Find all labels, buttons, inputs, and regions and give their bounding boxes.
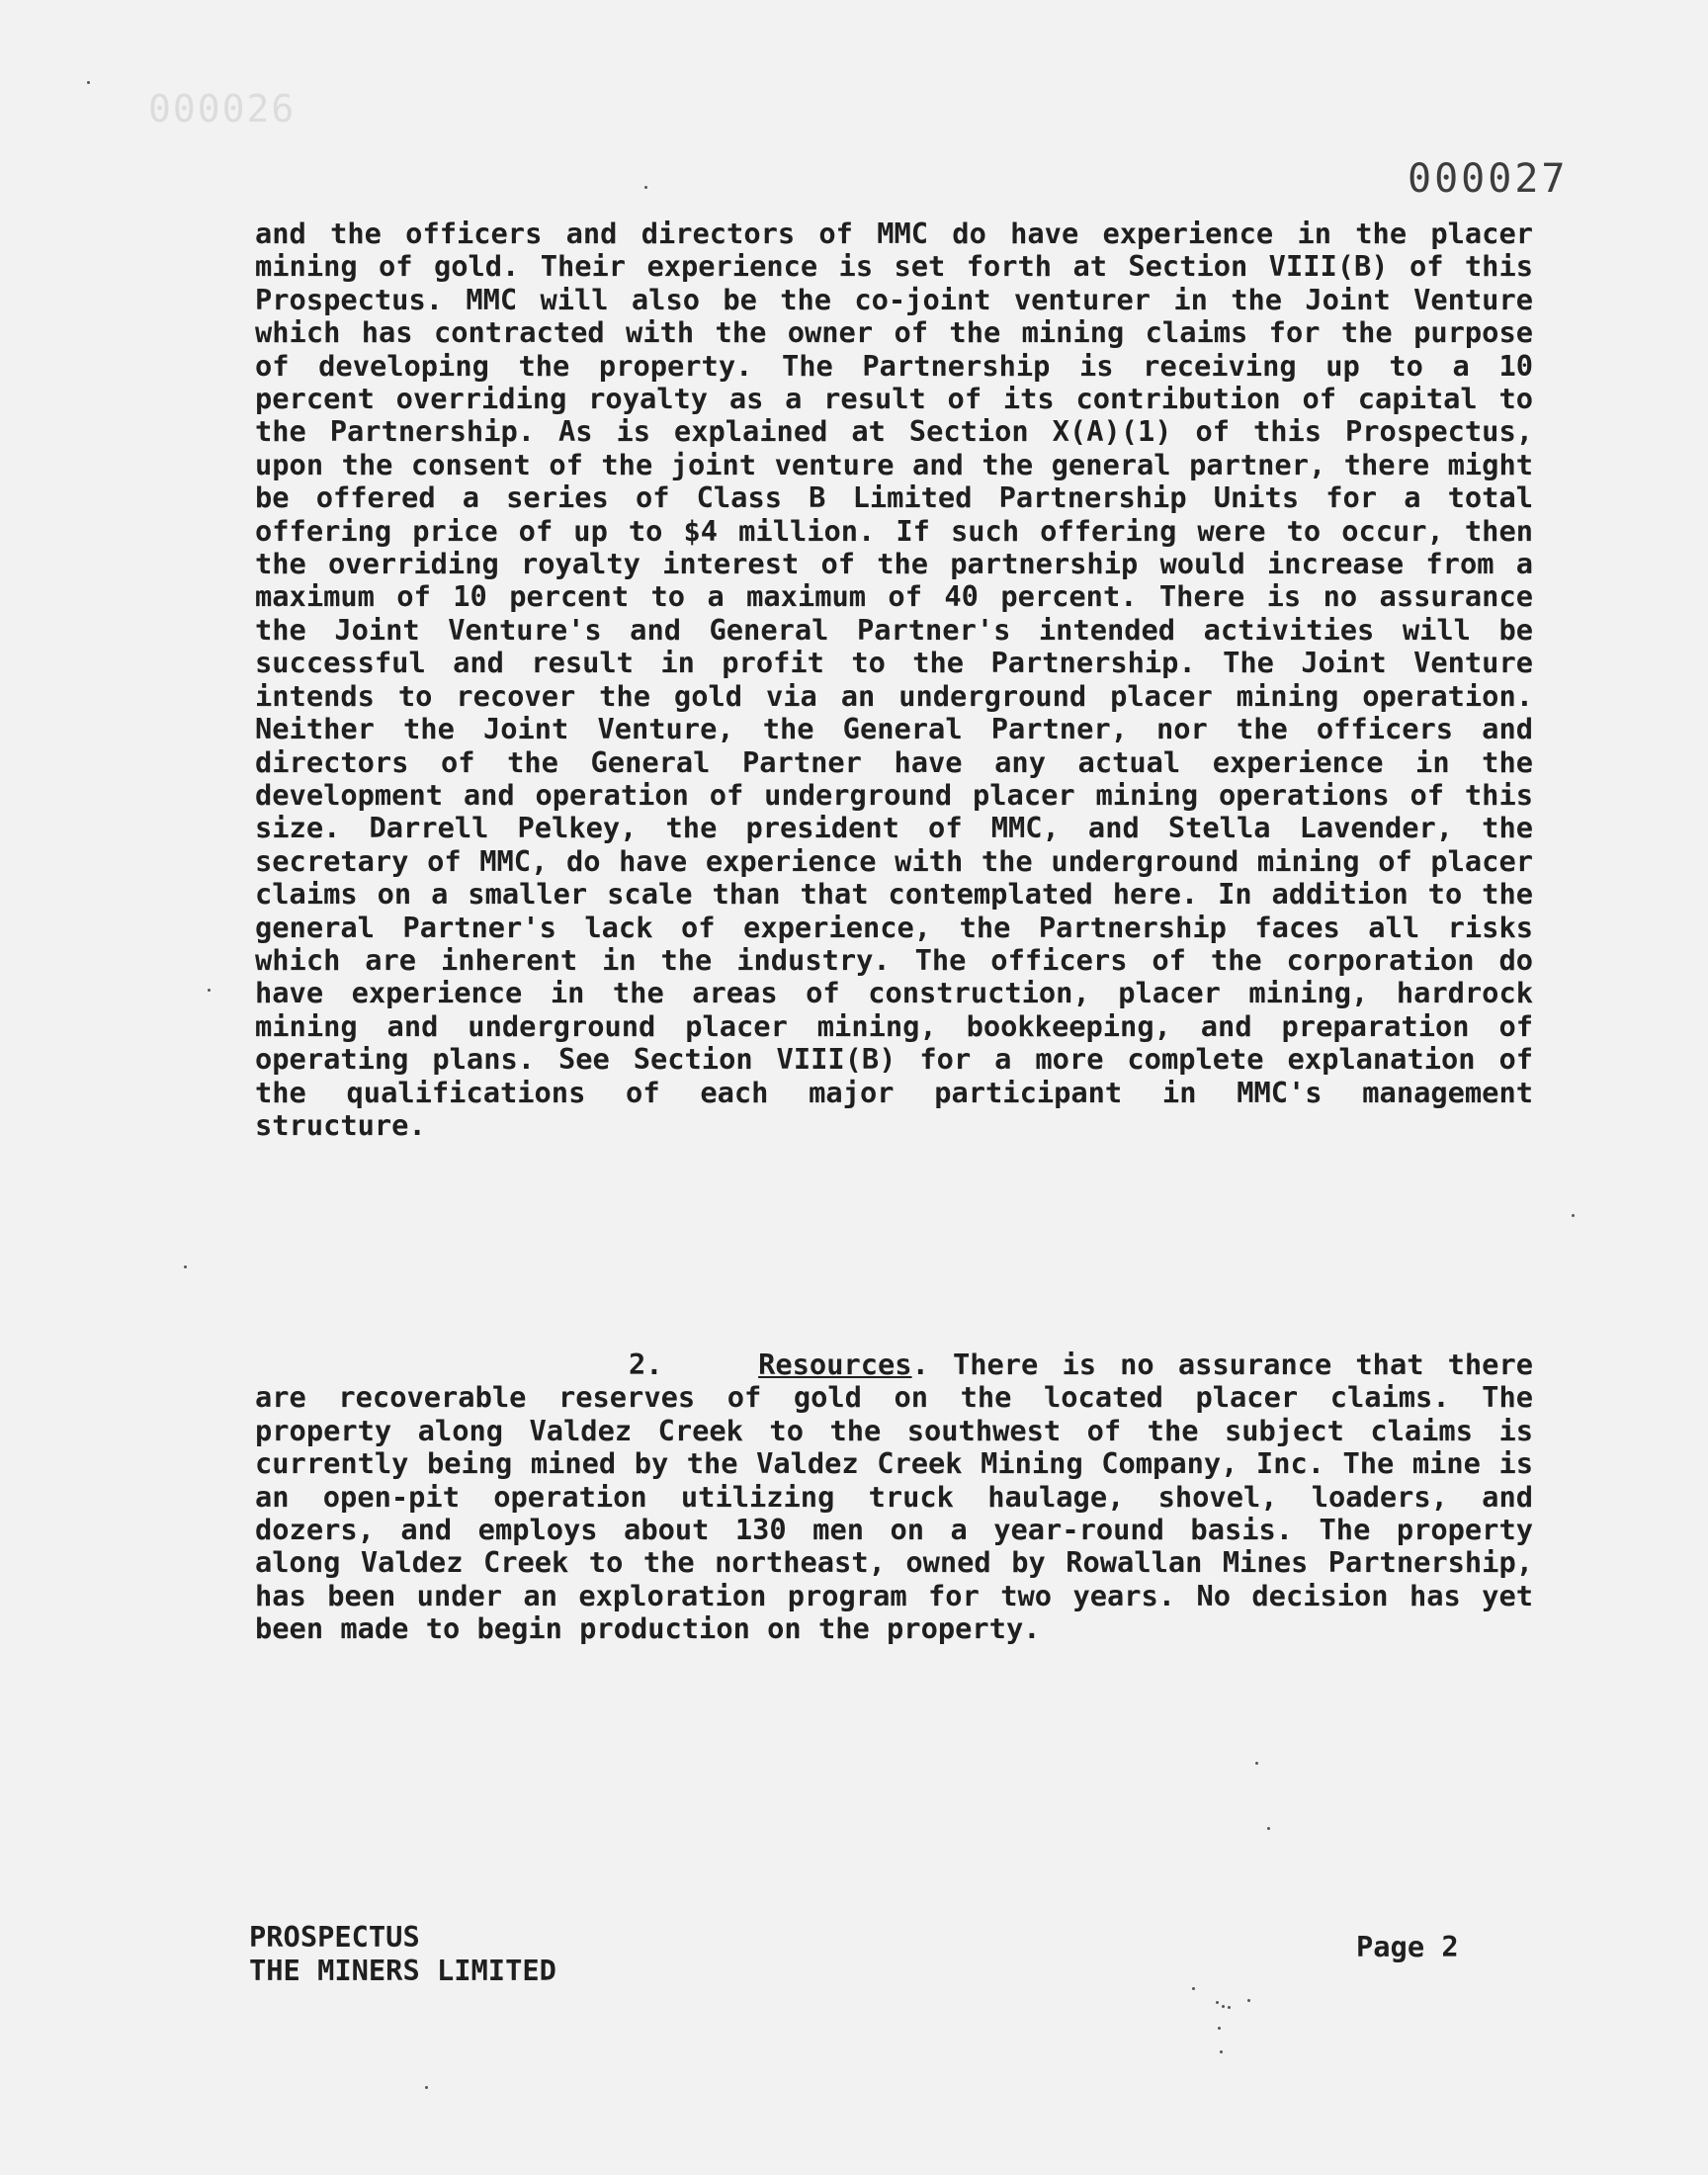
footer-title-line-2: THE MINERS LIMITED <box>249 1954 556 1987</box>
scan-speck <box>644 186 647 189</box>
scan-speck <box>1255 1762 1258 1765</box>
section-text: . There is no assurance that there are recoverable reserves of gold on the located placer claims. The property along Valdez Creek to the southwest of the subject claims is currently being mined by the Valdez Creek Mining Company, Inc. The mine is an open-pit operation utilizing truck haulage, shovel, loaders, and dozers, and employs about 130 men on a year-round basis. The property along Valdez Creek to the northeast, owned by Rowallan Mines Partnership, has been under an exploration program for two years. No decision has yet been made to begin production on the property. <box>255 1348 1533 1646</box>
section-heading: Resources <box>758 1348 912 1381</box>
scan-speck <box>1228 2006 1231 2009</box>
footer-title-line-1: PROSPECTUS <box>249 1920 420 1954</box>
scan-speck <box>184 1265 187 1268</box>
scan-speck <box>425 2086 428 2089</box>
scan-speck <box>1572 1214 1575 1217</box>
scan-speck <box>1220 2050 1223 2053</box>
footer-title <box>249 1920 556 1987</box>
scan-speck <box>1216 2001 1219 2004</box>
scan-speck <box>87 81 90 84</box>
scan-speck <box>1218 2027 1221 2030</box>
scan-speck <box>1247 1999 1250 2002</box>
section-number: 2. <box>629 1348 663 1381</box>
bleed-through-page-number: 000026 <box>148 87 297 130</box>
scan-speck <box>1267 1827 1270 1830</box>
scan-speck <box>1192 1987 1195 1990</box>
body-paragraph-1: and the officers and directors of MMC do have experience in the placer mining of gold. Their experience is set forth at Section VIII(B) of this Prospectus. MMC will also be the co-joint venturer in the Joint Venture which has contracted with the owner of the mining claims for the purpose of developing the property. The Partnership is receiving up to a 10 percent overriding royalty as a result of its contribution of capital to the Partnership. As is explained at Section X(A)(1) of this Prospectus, upon the consent of the joint venture and the general partner, there might be offered a series of Class B Limited Partnership Units for a total offering price of up to $4 million. If such offering were to occur, then the overriding royalty interest of the partnership would increase from a maximum of 10 percent to a maximum of 40 percent. There is no assurance the Joint Venture's and General Partner's intended activities will be successful and result in profit to the Partnership. The Joint Venture intends to recover the gold via an underground placer mining operation. Neither the Joint Venture, the General Partner, nor the officers and directors of the General Partner have any actual experience in the development and operation of underground placer mining operations of this size. Darrell Pelkey, the president of MMC, and Stella Lavender, the secretary of MMC, do have experience with the underground mining of placer claims on a smaller scale than that contemplated here. In addition to the general Partner's lack of experience, the Partnership faces all risks which are inherent in the industry. The officers of the corporation do have experience in the areas of construction, placer mining, hardrock mining and underground placer mining, bookkeeping, and preparation of operating plans. See Section VIII(B) for a more complete explanation of the qualifications of each major participant in MMC's management structure. <box>255 217 1533 1142</box>
scan-speck <box>1222 2005 1225 2008</box>
page-number: Page 2 <box>1356 1930 1459 1963</box>
scan-speck <box>208 989 211 992</box>
body-paragraph-2 <box>255 1348 1533 1646</box>
bates-number: 000027 <box>1408 156 1569 202</box>
